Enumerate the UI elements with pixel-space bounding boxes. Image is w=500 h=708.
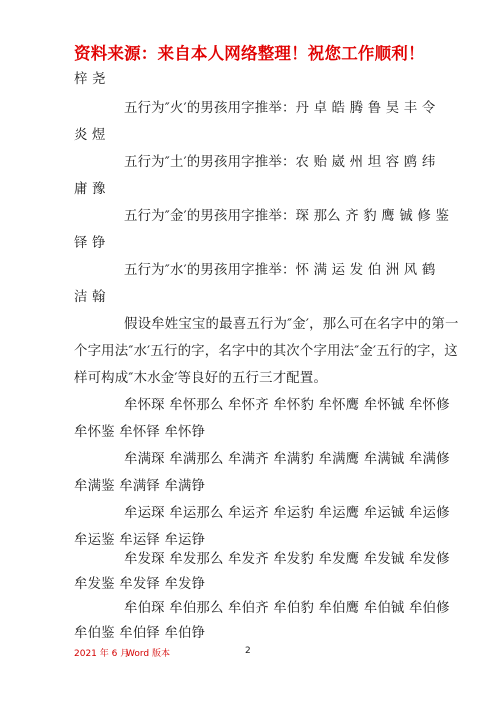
body-line: 五行为″金′的男孩用字推举：琛 那么 齐 豹 鹰 铖 修 鉴: [124, 209, 450, 224]
body-line: 铎 铮: [74, 236, 106, 251]
body-line: 五行为″土′的男孩用字推举：农 贻 崴 州 坦 容 鸥 纬: [124, 155, 436, 170]
body-line: 个字用法″水′五行的字，名字中的其次个字用法″金′五行的字，这: [74, 344, 458, 359]
body-line: 牟伯鉴 牟伯铎 牟伯铮: [74, 626, 206, 641]
body-line: 庸 豫: [74, 182, 106, 197]
body-line: 样可构成″木水金′等良好的五行三才配置。: [74, 371, 328, 386]
body-line: 牟运琛 牟运那么 牟运齐 牟运豹 牟运鹰 牟运铖 牟运修: [124, 506, 450, 521]
page-number: 2: [245, 646, 251, 656]
body-line: 牟发琛 牟发那么 牟发齐 牟发豹 牟发鹰 牟发铖 牟发修: [124, 552, 450, 567]
body-line: 牟满鉴 牟满铎 牟满铮: [74, 479, 206, 494]
body-line: 牟怀琛 牟怀那么 牟怀齐 牟怀豹 牟怀鹰 牟怀铖 牟怀修: [124, 398, 450, 413]
footer-version: Word 版本: [126, 649, 170, 659]
body-line: 牟伯琛 牟伯那么 牟伯齐 牟伯豹 牟伯鹰 牟伯铖 牟伯修: [124, 601, 450, 616]
body-line: 五行为″水′的男孩用字推举：怀 满 运 发 伯 洲 风 鹤: [124, 263, 436, 278]
body-line: 五行为″火′的男孩用字推举：丹 卓 皓 腾 鲁 昊 丰 令: [124, 101, 436, 116]
body-line: 假设牟姓宝宝的最喜五行为″金′，那么可在名字中的第一: [124, 317, 459, 332]
footer-date: 2021 年 6 月: [74, 649, 130, 659]
body-line: 牟运鉴 牟运铎 牟运铮: [74, 533, 206, 548]
body-line: 炎 煜: [74, 128, 106, 143]
body-line: 牟怀鉴 牟怀铎 牟怀铮: [74, 425, 206, 440]
document-header-banner: 资料来源：来自本人网络整理！祝您工作顺利！: [74, 44, 425, 63]
body-line: 牟发鉴 牟发铎 牟发铮: [74, 577, 206, 592]
body-line: 牟满琛 牟满那么 牟满齐 牟满豹 牟满鹰 牟满铖 牟满修: [124, 452, 450, 467]
body-line: 洁 翰: [74, 290, 106, 305]
body-line: 梓 尧: [74, 72, 106, 87]
